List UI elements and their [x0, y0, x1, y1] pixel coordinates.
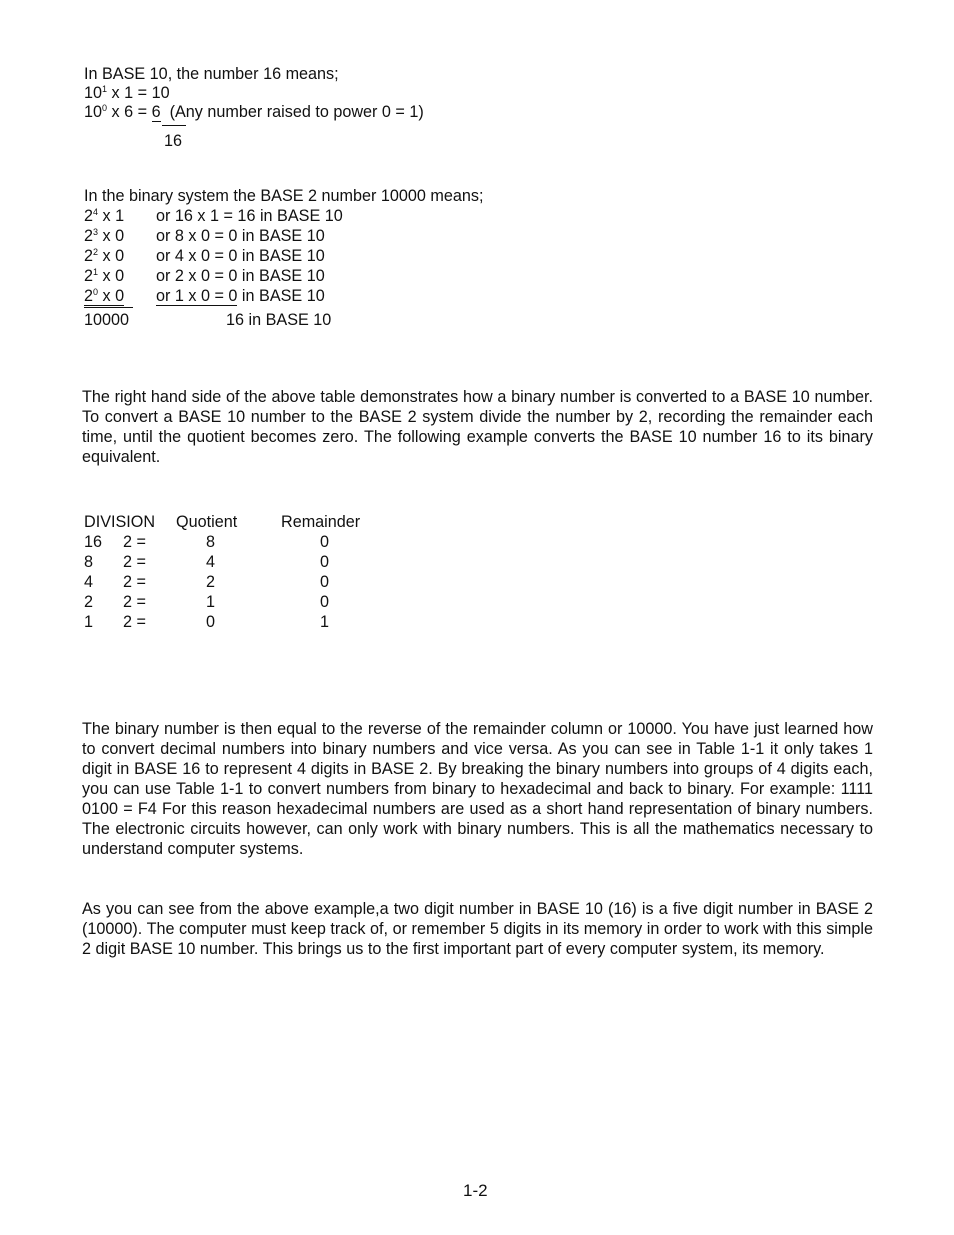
binary-row-rhs: or 16 x 1 = 16 in BASE 10 — [156, 207, 343, 225]
table-cell: 16 — [84, 533, 103, 551]
table-cell: 2 = — [123, 533, 146, 551]
table-cell: 1 — [206, 593, 216, 611]
table-cell: 0 — [206, 613, 216, 631]
table-cell: 2 = — [123, 573, 146, 591]
binary-row-lhs: $2^2$ x 0 — [84, 247, 125, 265]
binary-row-rhs: or 8 x 0 = 0 in BASE 10 — [156, 227, 325, 245]
table-cell: 0 — [320, 593, 330, 611]
paragraph-conversion: The right hand side of the above table demonstrates how a binary number is converted to a BASE 10 number. To convert a BASE 10 number to the BASE 2 system divide the number by 2, recording the remainder each time, until the quotient becomes zero. The following example converts the BASE 10 number 16 to its binary equivalent. — [82, 388, 873, 466]
binary-total-right: 16 in BASE 10 — [226, 311, 332, 329]
binary-row-lhs: $2^1$ x 0 — [84, 267, 125, 285]
base10-total: 16 — [164, 132, 183, 150]
base10-line-1: $10^1$ x 1 = 10 — [84, 84, 170, 102]
table-cell: 4 — [84, 573, 94, 591]
table-cell: 0 — [320, 533, 330, 551]
paragraph-reverse-remainder: The binary number is then equal to the reverse of the remainder column or 10000. You have just learned how to convert decimal numbers into binary numbers and vice versa. As you can see in Table 1-1 it only takes 1 digit in BASE 16 to represent 4 digits in BASE 2. By breaking the binary numbers into groups of 4 digits each, you can use Table 1-1 to convert numbers from binary to hexadecimal and back to binary. For example: 1111 0100 = F4 For this reason hexadecimal numbers are used as a short hand representation of binary numbers. The electronic circuits however, can only work with binary numbers. This is all the mathematics necessary to understand computer systems. — [82, 720, 873, 858]
base10-intro: In BASE 10, the number 16 means; — [84, 65, 339, 83]
table-cell: 1 — [84, 613, 94, 631]
binary-row-lhs: $2^0$ x 0 — [84, 287, 125, 305]
binary-total-left: 10000 — [84, 311, 130, 329]
sum-rule — [162, 125, 186, 126]
binary-row-rhs: or 2 x 0 = 0 in BASE 10 — [156, 267, 325, 285]
table-cell: 2 = — [123, 613, 146, 631]
binary-row-rhs: or 4 x 0 = 0 in BASE 10 — [156, 247, 325, 265]
table-cell: 8 — [206, 533, 216, 551]
table-cell: 8 — [84, 553, 94, 571]
base10-line-2: $10^0$ x 6 = 6 (Any number raised to power 0 = 1) — [84, 103, 424, 121]
table-cell: 2 = — [123, 553, 146, 571]
binary-intro: In the binary system the BASE 2 number 10000 means; — [84, 187, 484, 205]
table-cell: 2 = — [123, 593, 146, 611]
table-header: DIVISION — [84, 513, 156, 531]
table-cell: 2 — [84, 593, 94, 611]
table-cell: 4 — [206, 553, 216, 571]
table-header: Quotient — [176, 513, 238, 531]
table-cell: 0 — [320, 573, 330, 591]
binary-row-lhs: $2^4$ x 1 — [84, 207, 125, 225]
binary-row-lhs: $2^3$ x 0 — [84, 227, 125, 245]
table-header: Remainder — [281, 513, 361, 531]
paragraph-memory: As you can see from the above example,a two digit number in BASE 10 (16) is a five digit number in BASE 2 (10000). The computer must keep track of, or remember 5 digits in its memory in order to work with this simple 2 digit BASE 10 number. This brings us to the first important part of every computer system, its memory. — [82, 900, 873, 958]
binary-row-rhs: or 1 x 0 = 0 in BASE 10 — [156, 287, 325, 305]
binary-sum-rule-left — [84, 307, 133, 308]
table-cell: 2 — [206, 573, 216, 591]
page-number: 1-2 — [463, 1181, 488, 1200]
table-cell: 1 — [320, 613, 330, 631]
table-cell: 0 — [320, 553, 330, 571]
